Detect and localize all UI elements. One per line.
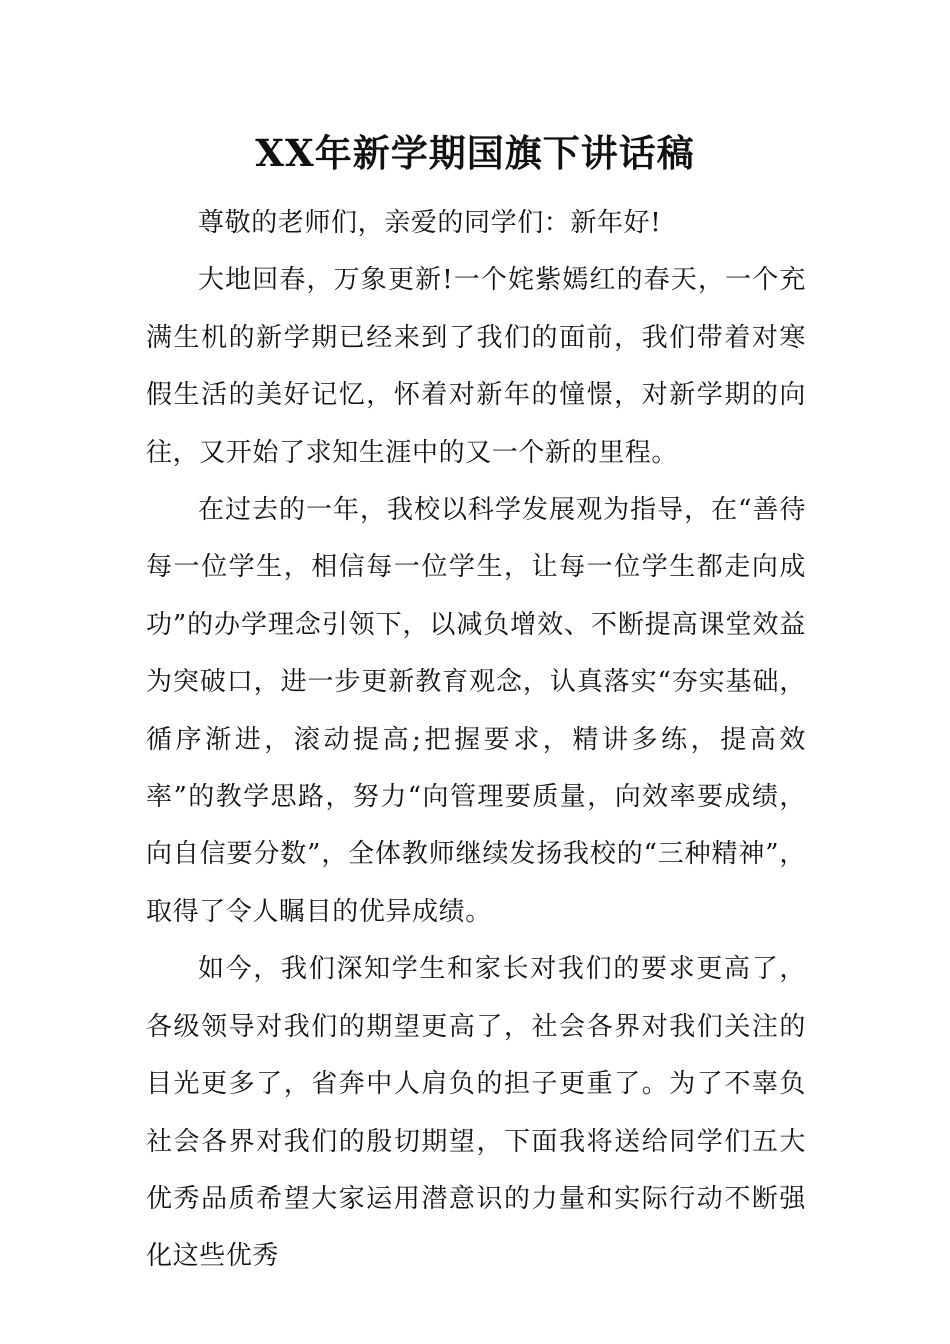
paragraph-greeting: 尊敬的老师们，亲爱的同学们：新年好!	[198, 208, 662, 238]
paragraph-expectations: 如今，我们深知学生和家长对我们的要求更高了，各级领导对我们的期望更高了，社会各界对我们关注的目光更多了，省奔中人肩负的担子更重了。为了不辜负社会各界对我们的殷切期望，下面我将送给同学们五大优秀品质希望大家运用潜意识的力量和实际行动不断强化这些优秀	[146, 954, 806, 1272]
paragraph-new-semester: 大地回春，万象更新!一个姹紫嫣红的春天，一个充满生机的新学期已经来到了我们的面前，我们带着对寒假生活的美好记忆，怀着对新年的憧憬，对新学期的向往，又开始了求知生涯中的又一个新的里程。	[146, 265, 806, 468]
document-body	[146, 195, 806, 1286]
document-title: XX年新学期国旗下讲话稿	[255, 131, 695, 175]
paragraph-past-year: 在过去的一年，我校以科学发展观为指导，在“善待每一位学生，相信每一位学生，让每一位学生都走向成功”的办学理念引领下，以减负增效、不断提高课堂效益为突破口，进一步更新教育观念，认真落实“夯实基础，循序渐进，滚动提高;把握要求，精讲多练，提高效率”的教学思路，努力“向管理要质量，向效率要成绩，向自信要分数”，全体教师继续发扬我校的“三种精神”，取得了令人瞩目的优异成绩。	[146, 495, 806, 927]
